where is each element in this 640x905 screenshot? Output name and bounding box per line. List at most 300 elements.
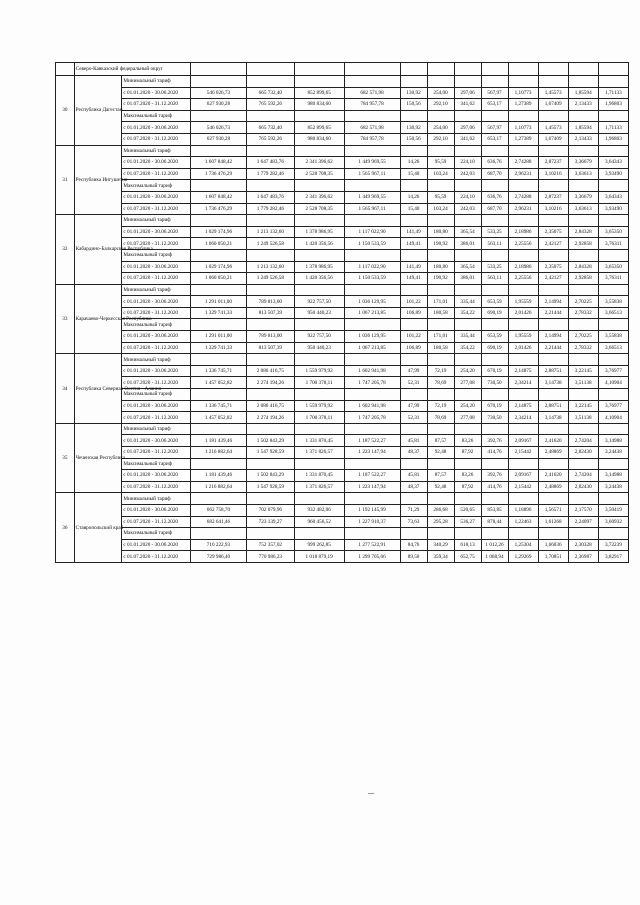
value-cell: 3,22145	[568, 400, 598, 412]
value-cell	[427, 458, 454, 470]
value-cell: 3,82917	[598, 551, 628, 563]
value-cell: 47,99	[400, 400, 427, 412]
table-row	[56, 435, 629, 447]
value-cell: 563,11	[481, 273, 508, 285]
table-row	[56, 191, 629, 203]
period-label: с 01.01.2020 - 30.06.2020	[122, 539, 191, 551]
value-cell: 687,70	[481, 203, 508, 215]
region-name: Республика Северная Осетия - Алания	[74, 354, 122, 424]
value-cell: 789 813,00	[246, 296, 294, 308]
value-cell	[481, 354, 508, 366]
value-cell	[481, 76, 508, 88]
value-cell: 950 440,23	[294, 307, 344, 319]
value-cell: 1 291 011,00	[190, 331, 246, 343]
value-cell: 2 341 396,62	[294, 157, 344, 169]
value-cell: 1 420 356,56	[294, 238, 344, 250]
value-cell	[246, 458, 294, 470]
value-cell: 15,40	[400, 203, 427, 215]
period-label: с 01.01.2020 - 30.06.2020	[122, 504, 191, 516]
value-cell: 1 747 205,78	[344, 412, 400, 424]
value-cell: 1 029 174,96	[190, 226, 246, 238]
value-cell: 2,84328	[568, 226, 598, 238]
value-cell: 254,00	[427, 122, 454, 134]
value-cell	[481, 110, 508, 122]
value-cell: 653,59	[481, 296, 508, 308]
value-cell: 1,71133	[598, 87, 628, 99]
period-label: Минимальный тариф	[122, 423, 191, 435]
value-cell	[294, 215, 344, 227]
value-cell: 853,85	[481, 504, 508, 516]
value-cell: 636,76	[481, 191, 508, 203]
value-cell	[508, 249, 538, 261]
value-cell	[427, 110, 454, 122]
value-cell	[190, 423, 246, 435]
value-cell: 1 329 741,33	[190, 307, 246, 319]
value-cell	[598, 423, 628, 435]
value-cell: 335,44	[454, 296, 481, 308]
value-cell: 52,31	[400, 377, 427, 389]
value-cell	[246, 354, 294, 366]
value-cell: 1 060 050,21	[190, 273, 246, 285]
value-cell: 1,85594	[568, 122, 598, 134]
value-cell	[294, 319, 344, 331]
value-cell	[344, 215, 400, 227]
value-cell	[427, 423, 454, 435]
value-cell: 3,24438	[598, 447, 628, 459]
value-cell: 1,27389	[508, 99, 538, 111]
table-row	[56, 203, 629, 215]
table-row	[56, 470, 629, 482]
value-cell	[400, 215, 427, 227]
value-cell: 4,10904	[598, 412, 628, 424]
value-cell	[344, 423, 400, 435]
value-cell: 770 986,23	[246, 551, 294, 563]
period-label: с 01.01.2020 - 30.06.2020	[122, 331, 191, 343]
value-cell: 2,92858	[568, 273, 598, 285]
value-cell	[400, 180, 427, 192]
value-cell	[246, 528, 294, 540]
value-cell: 723 139,27	[246, 516, 294, 528]
value-cell: 1 502 843,29	[246, 435, 294, 447]
value-cell: 84,76	[400, 539, 427, 551]
value-cell: 1 607 848,42	[190, 157, 246, 169]
period-label: с 01.01.2020 - 30.06.2020	[122, 296, 191, 308]
value-cell	[481, 528, 508, 540]
period-label: Минимальный тариф	[122, 284, 191, 296]
value-cell: 83,26	[454, 435, 481, 447]
value-cell: 1,45573	[538, 122, 568, 134]
value-cell: 2,48869	[538, 481, 568, 493]
value-cell: 1 336 745,71	[190, 365, 246, 377]
value-cell: 1,25304	[508, 539, 538, 551]
value-cell	[538, 458, 568, 470]
value-cell: 2,34214	[508, 412, 538, 424]
value-cell: 48,37	[400, 481, 427, 493]
table-row	[56, 458, 629, 470]
value-cell	[454, 284, 481, 296]
table-row	[56, 273, 629, 285]
value-cell	[427, 76, 454, 88]
period-label: Максимальный тариф	[122, 110, 191, 122]
value-cell	[568, 319, 598, 331]
table-row	[56, 331, 629, 343]
value-cell	[294, 110, 344, 122]
value-cell: 1 779 282,46	[246, 203, 294, 215]
table-row	[56, 122, 629, 134]
value-cell: 1,22463	[508, 516, 538, 528]
value-cell: 1 700 378,11	[294, 412, 344, 424]
value-cell: 3,63613	[568, 203, 598, 215]
value-cell	[598, 76, 628, 88]
value-cell	[508, 389, 538, 401]
value-cell: 567,97	[481, 122, 508, 134]
value-cell: 1,96803	[598, 133, 628, 145]
value-cell: 171,01	[427, 296, 454, 308]
value-cell	[246, 145, 294, 157]
value-cell: 242,03	[454, 203, 481, 215]
value-cell: 1 223 147,94	[344, 481, 400, 493]
value-cell: 1 036 129,95	[344, 331, 400, 343]
value-cell: 1 060 050,21	[190, 238, 246, 250]
value-cell: 533,25	[481, 226, 508, 238]
value-cell: 546 026,73	[190, 87, 246, 99]
value-cell: 1 012,26	[481, 539, 508, 551]
value-cell	[538, 76, 568, 88]
value-cell	[598, 354, 628, 366]
value-cell: 71,29	[400, 504, 427, 516]
value-cell: 932 482,06	[294, 504, 344, 516]
region-number: 34	[56, 354, 75, 424]
value-cell: 3,55838	[598, 331, 628, 343]
period-label: с 01.01.2020 - 30.06.2020	[122, 226, 191, 238]
value-cell	[246, 423, 294, 435]
value-cell: 386,01	[454, 273, 481, 285]
value-cell: 180,80	[427, 261, 454, 273]
value-cell	[454, 319, 481, 331]
value-cell	[294, 180, 344, 192]
value-cell: 340,29	[427, 539, 454, 551]
value-cell	[294, 389, 344, 401]
value-cell	[400, 493, 427, 505]
value-cell: 2,09167	[508, 435, 538, 447]
value-cell: 813 507,39	[246, 307, 294, 319]
value-cell: 1,10773	[508, 87, 538, 99]
value-cell: 48,37	[400, 447, 427, 459]
value-cell: 1 565 967,11	[344, 203, 400, 215]
value-cell	[294, 284, 344, 296]
table-row	[56, 539, 629, 551]
period-label: с 01.07.2020 - 31.12.2020	[122, 516, 191, 528]
value-cell: 2,41620	[538, 435, 568, 447]
value-cell	[400, 76, 427, 88]
value-cell: 103,24	[427, 203, 454, 215]
value-cell: 729 986,40	[190, 551, 246, 563]
value-cell	[400, 423, 427, 435]
value-cell: 45,81	[400, 435, 427, 447]
value-cell	[538, 180, 568, 192]
value-cell: 2,42127	[538, 273, 568, 285]
value-cell	[294, 458, 344, 470]
value-cell: 636,76	[481, 157, 508, 169]
value-cell	[344, 389, 400, 401]
value-cell: 618,13	[454, 539, 481, 551]
period-label: с 01.07.2020 - 31.12.2020	[122, 481, 191, 493]
value-cell: 3,36679	[568, 191, 598, 203]
value-cell: 1 378 986,95	[294, 226, 344, 238]
value-cell: 1 187 522,27	[344, 470, 400, 482]
value-cell: 2,14994	[538, 331, 568, 343]
period-label: с 01.07.2020 - 31.12.2020	[122, 273, 191, 285]
value-cell: 87,92	[454, 481, 481, 493]
value-cell	[568, 180, 598, 192]
value-cell: 354,22	[454, 307, 481, 319]
value-cell: 682 571,98	[344, 122, 400, 134]
table-row	[56, 145, 629, 157]
period-label: с 01.07.2020 - 31.12.2020	[122, 238, 191, 250]
period-label: с 01.07.2020 - 31.12.2020	[122, 412, 191, 424]
value-cell: 3,64343	[598, 157, 628, 169]
period-label: с 01.07.2020 - 31.12.2020	[122, 377, 191, 389]
value-cell: 1 449 969,55	[344, 157, 400, 169]
value-cell	[538, 423, 568, 435]
period-label: с 01.01.2020 - 30.06.2020	[122, 435, 191, 447]
value-cell: 980 834,60	[294, 133, 344, 145]
value-cell	[538, 215, 568, 227]
table-row	[56, 516, 629, 528]
value-cell: 1 779 282,46	[246, 168, 294, 180]
value-cell	[568, 528, 598, 540]
value-cell	[400, 389, 427, 401]
value-cell: 752 357,02	[246, 539, 294, 551]
value-cell	[598, 458, 628, 470]
period-label: с 01.07.2020 - 31.12.2020	[122, 99, 191, 111]
value-cell	[598, 284, 628, 296]
value-cell: 627 930,28	[190, 133, 246, 145]
value-cell: 710 222,93	[190, 539, 246, 551]
value-cell: 533,25	[481, 261, 508, 273]
value-cell	[246, 493, 294, 505]
value-cell: 1 329 741,33	[190, 342, 246, 354]
value-cell: 2,13433	[568, 99, 598, 111]
value-cell: 670,19	[481, 400, 508, 412]
value-cell: 813 507,39	[246, 342, 294, 354]
value-cell	[400, 528, 427, 540]
value-cell: 2 086 416,75	[246, 365, 294, 377]
value-cell	[344, 458, 400, 470]
table-row	[56, 342, 629, 354]
value-cell: 106,89	[400, 342, 427, 354]
value-cell: 2,96231	[508, 168, 538, 180]
value-cell: 3,76977	[598, 365, 628, 377]
value-cell: 1 736 476,29	[190, 168, 246, 180]
value-cell: 3,64343	[598, 191, 628, 203]
table-row	[56, 87, 629, 99]
district-row	[56, 63, 629, 76]
value-cell	[427, 354, 454, 366]
table-row	[56, 296, 629, 308]
value-cell: 2,18986	[508, 261, 538, 273]
value-cell: 653,17	[481, 133, 508, 145]
value-cell: 2,21444	[538, 307, 568, 319]
value-cell: 1 187 522,27	[344, 435, 400, 447]
value-cell: 190,92	[427, 238, 454, 250]
value-cell: 3,93490	[598, 203, 628, 215]
value-cell	[190, 180, 246, 192]
value-cell: 690,19	[481, 342, 508, 354]
value-cell: 789 813,00	[246, 331, 294, 343]
region-name: Республика Дагестан	[74, 76, 122, 146]
value-cell: 365,54	[454, 261, 481, 273]
value-cell: 1 117 022,90	[344, 261, 400, 273]
value-cell	[294, 354, 344, 366]
value-cell	[190, 528, 246, 540]
value-cell: 3,63613	[568, 168, 598, 180]
table-row	[56, 249, 629, 261]
value-cell: 2,15442	[508, 481, 538, 493]
value-cell: 1,45573	[538, 87, 568, 99]
region-name: Ставропольский край	[74, 493, 122, 563]
value-cell: 665 732,40	[246, 122, 294, 134]
region-name: Чеченская Республика	[74, 423, 122, 493]
period-label: с 01.07.2020 - 31.12.2020	[122, 342, 191, 354]
value-cell: 3,66513	[598, 342, 628, 354]
value-cell: 14,26	[400, 157, 427, 169]
value-cell	[454, 493, 481, 505]
value-cell: 2,25556	[508, 273, 538, 285]
value-cell: 1 371 826,57	[294, 447, 344, 459]
value-cell	[427, 145, 454, 157]
value-cell	[344, 249, 400, 261]
value-cell: 1 181 439,46	[190, 435, 246, 447]
value-cell: 687,70	[481, 168, 508, 180]
value-cell: 730,50	[481, 377, 508, 389]
value-cell: 392,76	[481, 470, 508, 482]
value-cell: 3,93490	[598, 168, 628, 180]
value-cell: 765 592,26	[246, 133, 294, 145]
region-number: 31	[56, 145, 75, 215]
value-cell: 1 216 882,64	[190, 447, 246, 459]
value-cell: 2 086 416,75	[246, 400, 294, 412]
value-cell: 1 299 705,06	[344, 551, 400, 563]
value-cell: 2,82430	[568, 447, 598, 459]
value-cell: 359,34	[427, 551, 454, 563]
period-label: с 01.07.2020 - 31.12.2020	[122, 133, 191, 145]
value-cell: 1 192 145,99	[344, 504, 400, 516]
period-label: с 01.01.2020 - 30.06.2020	[122, 400, 191, 412]
value-cell	[568, 284, 598, 296]
value-cell: 950 440,23	[294, 342, 344, 354]
region-number: 35	[56, 423, 75, 493]
value-cell: 1 331 870,45	[294, 435, 344, 447]
value-cell	[190, 249, 246, 261]
value-cell: 2,25556	[508, 238, 538, 250]
region-name: Кабардино-Балкарская Республика	[74, 215, 122, 285]
value-cell	[538, 354, 568, 366]
value-cell: 3,14738	[538, 377, 568, 389]
value-cell: 2,96231	[508, 203, 538, 215]
value-cell	[538, 145, 568, 157]
value-cell	[246, 319, 294, 331]
value-cell: 1 249 526,58	[246, 273, 294, 285]
value-cell: 1 150 533,59	[344, 238, 400, 250]
value-cell: 277,08	[454, 377, 481, 389]
value-cell: 922 757,50	[294, 296, 344, 308]
value-cell: 254,00	[427, 87, 454, 99]
value-cell	[454, 528, 481, 540]
value-cell	[454, 423, 481, 435]
value-cell: 180,58	[427, 307, 454, 319]
value-cell: 2,14875	[508, 365, 538, 377]
value-cell: 1 068,94	[481, 551, 508, 563]
value-cell: 72,19	[427, 365, 454, 377]
value-cell	[344, 145, 400, 157]
value-cell: 3,65350	[598, 261, 628, 273]
value-cell: 2,34214	[508, 377, 538, 389]
value-cell: 980 834,60	[294, 99, 344, 111]
value-cell	[400, 319, 427, 331]
region-number: 32	[56, 215, 75, 285]
value-cell: 690,19	[481, 307, 508, 319]
region-number: 30	[56, 76, 75, 146]
value-cell	[454, 389, 481, 401]
value-cell: 1,67409	[538, 133, 568, 145]
value-cell: 1,61268	[538, 516, 568, 528]
value-cell	[190, 76, 246, 88]
value-cell	[508, 145, 538, 157]
value-cell: 2,41620	[538, 470, 568, 482]
value-cell	[344, 110, 400, 122]
value-cell: 52,31	[400, 412, 427, 424]
value-cell: 1 559 979,92	[294, 400, 344, 412]
value-cell: 2,14994	[538, 296, 568, 308]
value-cell	[538, 110, 568, 122]
value-cell: 1 602 941,98	[344, 400, 400, 412]
value-cell: 103,24	[427, 168, 454, 180]
district-num-cell	[56, 63, 75, 76]
value-cell	[508, 284, 538, 296]
value-cell	[481, 145, 508, 157]
value-cell: 520,65	[454, 504, 481, 516]
value-cell	[454, 76, 481, 88]
value-cell: 354,22	[454, 342, 481, 354]
value-cell	[538, 389, 568, 401]
value-cell: 567,97	[481, 87, 508, 99]
value-cell: 149,41	[400, 238, 427, 250]
table-row	[56, 423, 629, 435]
value-cell	[481, 180, 508, 192]
value-cell: 3,24438	[598, 481, 628, 493]
value-cell	[246, 76, 294, 88]
value-cell: 297,06	[454, 122, 481, 134]
value-cell: 4,10904	[598, 377, 628, 389]
value-cell: 1 067 213,85	[344, 307, 400, 319]
value-cell	[344, 493, 400, 505]
value-cell: 1 747 205,78	[344, 377, 400, 389]
value-cell: 1 607 848,42	[190, 191, 246, 203]
table-row	[56, 110, 629, 122]
value-cell: 295,28	[427, 516, 454, 528]
value-cell: 45,81	[400, 470, 427, 482]
value-cell: 2,70225	[568, 296, 598, 308]
value-cell	[190, 284, 246, 296]
period-label: с 01.01.2020 - 30.06.2020	[122, 87, 191, 99]
value-cell: 2,70225	[568, 331, 598, 343]
value-cell	[246, 284, 294, 296]
value-cell	[190, 458, 246, 470]
value-cell: 2,30328	[568, 539, 598, 551]
value-cell	[481, 249, 508, 261]
value-cell: 2,74288	[508, 157, 538, 169]
